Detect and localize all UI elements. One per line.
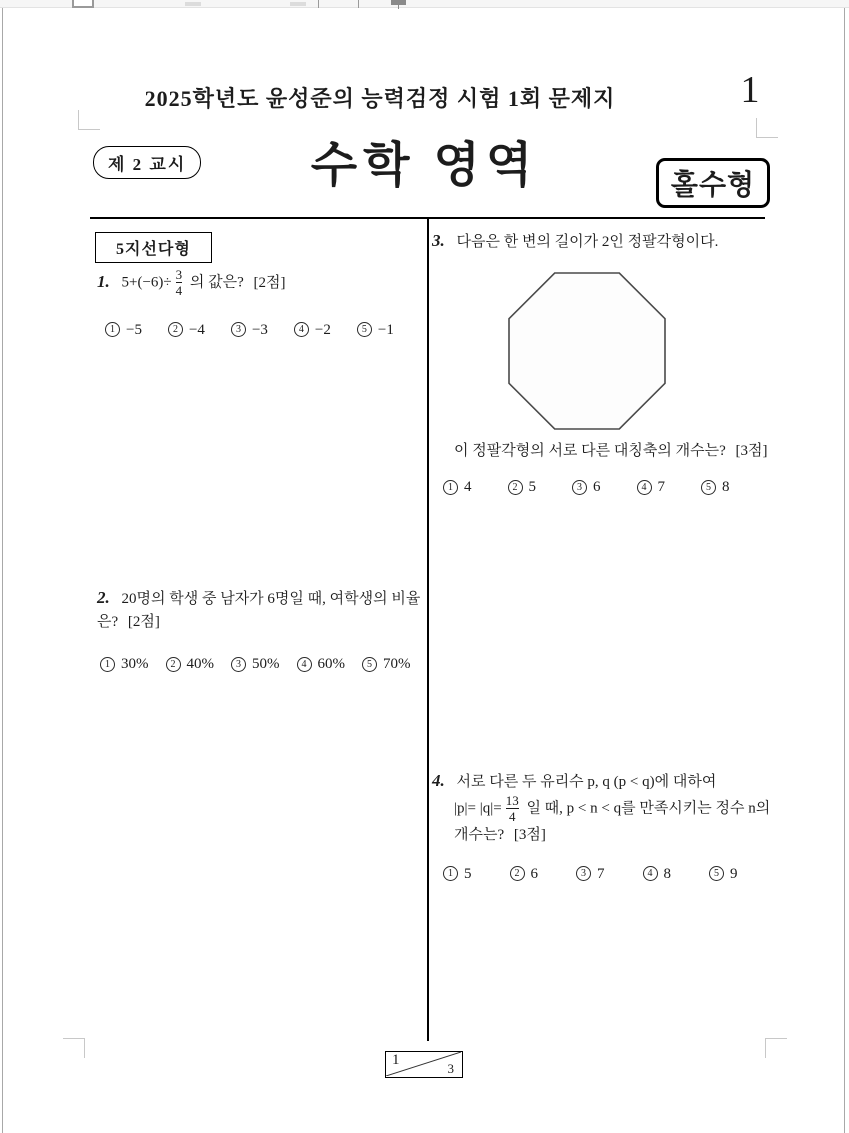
question-1-choices bbox=[105, 319, 427, 342]
choice-option bbox=[443, 476, 472, 499]
question-3-stem bbox=[432, 228, 777, 254]
choice-circle-number: 2 bbox=[508, 480, 523, 495]
question-4-line1 bbox=[432, 768, 792, 794]
choice-option bbox=[443, 863, 472, 886]
margin-corner-mark bbox=[63, 1038, 85, 1058]
question-text: 서로 다른 두 유리수 p, q (p < q)에 대하여 bbox=[456, 774, 717, 790]
choice-option bbox=[168, 319, 205, 342]
choice-value: 8 bbox=[663, 865, 671, 882]
choice-value: 4 bbox=[464, 479, 472, 495]
fraction-denominator: 4 bbox=[506, 808, 519, 824]
choice-value: 6 bbox=[530, 865, 538, 882]
question-1 bbox=[97, 268, 427, 341]
question-number: 4. bbox=[432, 771, 445, 790]
choice-option bbox=[105, 319, 142, 342]
points-label: [2점] bbox=[253, 274, 286, 291]
choice-option bbox=[231, 319, 268, 342]
octagon-figure bbox=[508, 272, 666, 430]
choice-option bbox=[357, 319, 394, 342]
choice-value: −4 bbox=[188, 321, 205, 338]
question-3-choices bbox=[443, 476, 777, 499]
choice-circle-number: 5 bbox=[357, 322, 372, 337]
footer-page-current: 1 bbox=[392, 1052, 400, 1068]
choice-option bbox=[231, 653, 280, 676]
math-expression: 5+(−6)÷ bbox=[121, 274, 172, 291]
fraction-numerator: 3 bbox=[175, 267, 183, 282]
choice-value: 40% bbox=[186, 656, 214, 672]
choice-circle-number: 2 bbox=[166, 657, 181, 672]
question-4 bbox=[432, 768, 792, 885]
choice-value: 50% bbox=[252, 656, 280, 672]
choice-circle-number: 4 bbox=[637, 480, 652, 495]
question-2-stem bbox=[97, 585, 437, 633]
choice-circle-number: 4 bbox=[643, 866, 658, 881]
toolbar-fragment-icon bbox=[290, 2, 306, 6]
footer-page-total: 3 bbox=[447, 1061, 454, 1076]
choice-value: −5 bbox=[126, 321, 142, 338]
page-number: 1 bbox=[740, 69, 760, 111]
choice-circle-number: 3 bbox=[572, 480, 587, 495]
clipped-toolbar-strip bbox=[0, 0, 849, 8]
choice-value: 8 bbox=[722, 479, 730, 495]
points-label: [3점] bbox=[513, 827, 546, 844]
choice-circle-number: 1 bbox=[105, 322, 120, 337]
choice-circle-number: 4 bbox=[294, 322, 309, 337]
question-text: 다음은 한 변의 길이가 2인 정팔각형이다. bbox=[456, 234, 719, 250]
question-number: 2. bbox=[97, 588, 110, 607]
choice-option bbox=[709, 863, 738, 886]
choice-option bbox=[643, 863, 672, 886]
question-number: 3. bbox=[432, 231, 445, 250]
choice-option bbox=[572, 476, 601, 499]
octagon-svg bbox=[508, 272, 666, 430]
exam-title: 2025학년도 윤성준의 능력검정 시험 1회 문제지 bbox=[144, 86, 616, 111]
question-text: 개수는? bbox=[454, 827, 505, 844]
question-number: 1. bbox=[97, 271, 110, 291]
choice-circle-number: 4 bbox=[297, 657, 312, 672]
question-text: 일 때, p < n < q를 만족시키는 정수 n의 bbox=[526, 800, 771, 817]
choice-circle-number: 1 bbox=[100, 657, 115, 672]
choice-circle-number: 3 bbox=[231, 657, 246, 672]
choice-value: 7 bbox=[657, 479, 665, 495]
choice-option bbox=[362, 653, 411, 676]
points-label: [2점] bbox=[127, 613, 160, 630]
toolbar-fragment-icon bbox=[391, 0, 406, 5]
choice-value: 7 bbox=[597, 865, 605, 882]
subject-title: 수학 영역 bbox=[310, 139, 539, 192]
question-text: 의 값은? bbox=[189, 274, 244, 291]
choice-circle-number: 1 bbox=[443, 480, 458, 495]
question-2-choices bbox=[100, 653, 437, 676]
choice-circle-number: 3 bbox=[576, 866, 591, 881]
choice-value: 30% bbox=[121, 656, 149, 672]
section-label-box: 5지선다형 bbox=[95, 232, 212, 263]
choice-circle-number: 5 bbox=[362, 657, 377, 672]
choice-value: −1 bbox=[377, 321, 394, 338]
choice-value: 5 bbox=[464, 865, 472, 882]
choice-circle-number: 5 bbox=[709, 866, 724, 881]
choice-value: 6 bbox=[593, 479, 601, 495]
question-1-stem bbox=[97, 268, 427, 299]
fraction bbox=[506, 794, 519, 825]
choice-option bbox=[510, 863, 539, 886]
question-4-line2 bbox=[454, 794, 792, 825]
period-badge: 제 2 교시 bbox=[93, 146, 201, 179]
toolbar-fragment-icon bbox=[185, 2, 201, 6]
question-2 bbox=[97, 585, 437, 676]
choice-value: 9 bbox=[730, 865, 738, 882]
booklet-type-box: 홀수형 bbox=[656, 158, 770, 208]
choice-option bbox=[294, 319, 331, 342]
choice-option bbox=[166, 653, 215, 676]
question-4-choices bbox=[443, 863, 792, 886]
question-text: 20명의 학생 중 남자가 6명일 때, 여학생의 비율은? bbox=[97, 591, 421, 630]
document-icon bbox=[72, 0, 94, 8]
choice-value: −2 bbox=[314, 321, 331, 338]
choice-value: 70% bbox=[383, 656, 411, 672]
choice-option bbox=[100, 653, 149, 676]
margin-corner-mark bbox=[765, 1038, 787, 1058]
choice-value: −3 bbox=[251, 321, 268, 338]
fraction-numerator: 13 bbox=[505, 792, 519, 808]
choice-circle-number: 1 bbox=[443, 866, 458, 881]
choice-option bbox=[637, 476, 666, 499]
choice-option bbox=[297, 653, 346, 676]
choice-value: 60% bbox=[317, 656, 345, 672]
toolbar-divider bbox=[358, 0, 359, 8]
question-4-line3 bbox=[454, 824, 792, 847]
fraction bbox=[176, 268, 183, 299]
question-3 bbox=[432, 228, 777, 499]
math-expression: |p|= |q|= bbox=[454, 800, 502, 817]
choice-circle-number: 2 bbox=[510, 866, 525, 881]
choice-option bbox=[508, 476, 537, 499]
choice-value: 5 bbox=[528, 479, 536, 495]
fraction-denominator: 4 bbox=[175, 283, 183, 299]
choice-option bbox=[701, 476, 730, 499]
choice-circle-number: 5 bbox=[701, 480, 716, 495]
toolbar-divider bbox=[318, 0, 319, 8]
question-text: 이 정팔각형의 서로 다른 대칭축의 개수는? bbox=[454, 442, 726, 459]
question-3-subtext bbox=[454, 440, 777, 463]
choice-circle-number: 2 bbox=[168, 322, 183, 337]
choice-option bbox=[576, 863, 605, 886]
choice-circle-number: 3 bbox=[231, 322, 246, 337]
points-label: [3점] bbox=[735, 442, 768, 459]
footer-page-indicator bbox=[385, 1051, 463, 1078]
